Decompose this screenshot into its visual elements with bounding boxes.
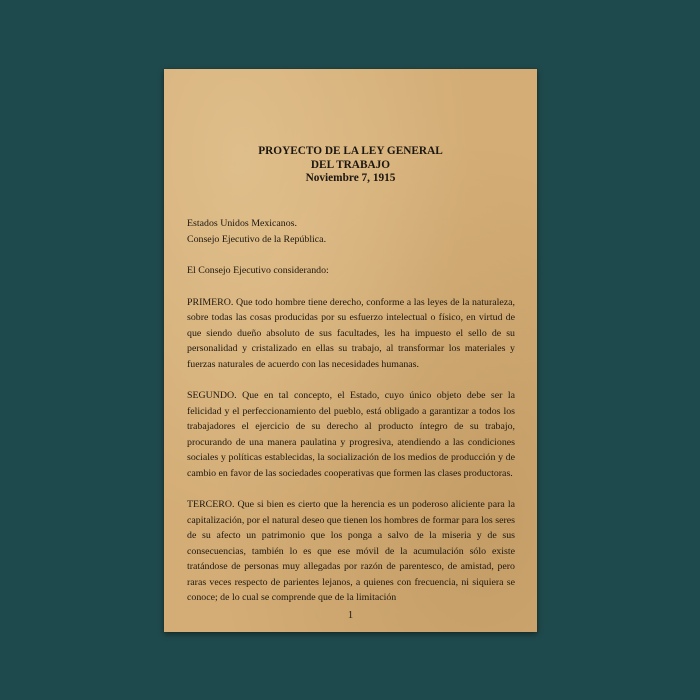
document-body	[187, 216, 515, 606]
document-page	[164, 69, 537, 632]
document-title	[164, 145, 537, 186]
title-date: Noviembre 7, 1915	[305, 172, 396, 184]
issuer-header	[187, 216, 515, 247]
intro-line: El Consejo Ejecutivo considerando:	[187, 265, 329, 276]
issuer-line-2: Consejo Ejecutivo de la República.	[187, 233, 327, 245]
issuer-line-1: Estados Unidos Mexicanos.	[187, 218, 297, 229]
title-line-2: DEL TRABAJO	[310, 158, 391, 171]
paragraph-tercero: TERCERO. Que si bien es cierto que la herencia es un poderoso aliciente para la capitalización, por el natural deseo que tienen los hombres de formar para los seres de su afecto un patrimonio que los ponga a salvo de la miseria y de sus consecuencias, también lo es que ese móvil de la acumulación sólo existe tratándose de personas muy allegadas por razón de parentesco, de amistad, pero raras veces respecto de parientes lejanos, a quienes con frecuencia, ni siquiera se conoce; de lo cual se comprende que de la limitación	[187, 499, 515, 603]
page-number: 1	[347, 610, 354, 621]
paragraph-segundo: SEGUNDO. Que en tal concepto, el Estado, cuyo único objeto debe ser la felicidad y el perfeccionamiento del pueblo, está obligado a garantizar a todos los trabajadores el ejercicio de su derecho al producto íntegro de su trabajo, procurando de una manera paulatina y progresiva, atendiendo a las condiciones sociales y políticas establecidas, la socialización de los medios de producción y de cambio en favor de las sociedades cooperativas que formen las clases productoras.	[187, 390, 515, 479]
paragraph-primero: PRIMERO. Que todo hombre tiene derecho, conforme a las leyes de la naturaleza, sobre todas las cosas producidas por su esfuerzo intelectual o físico, en virtud de que siendo dueño absoluto de sus facultades, les ha impuesto el sello de su personalidad y cristalizado en ellas su trabajo, al transformar los materiales y fuerzas naturales de acuerdo con las necesidades humanas.	[187, 296, 515, 370]
title-line-1: PROYECTO DE LA LEY GENERAL	[258, 145, 443, 157]
